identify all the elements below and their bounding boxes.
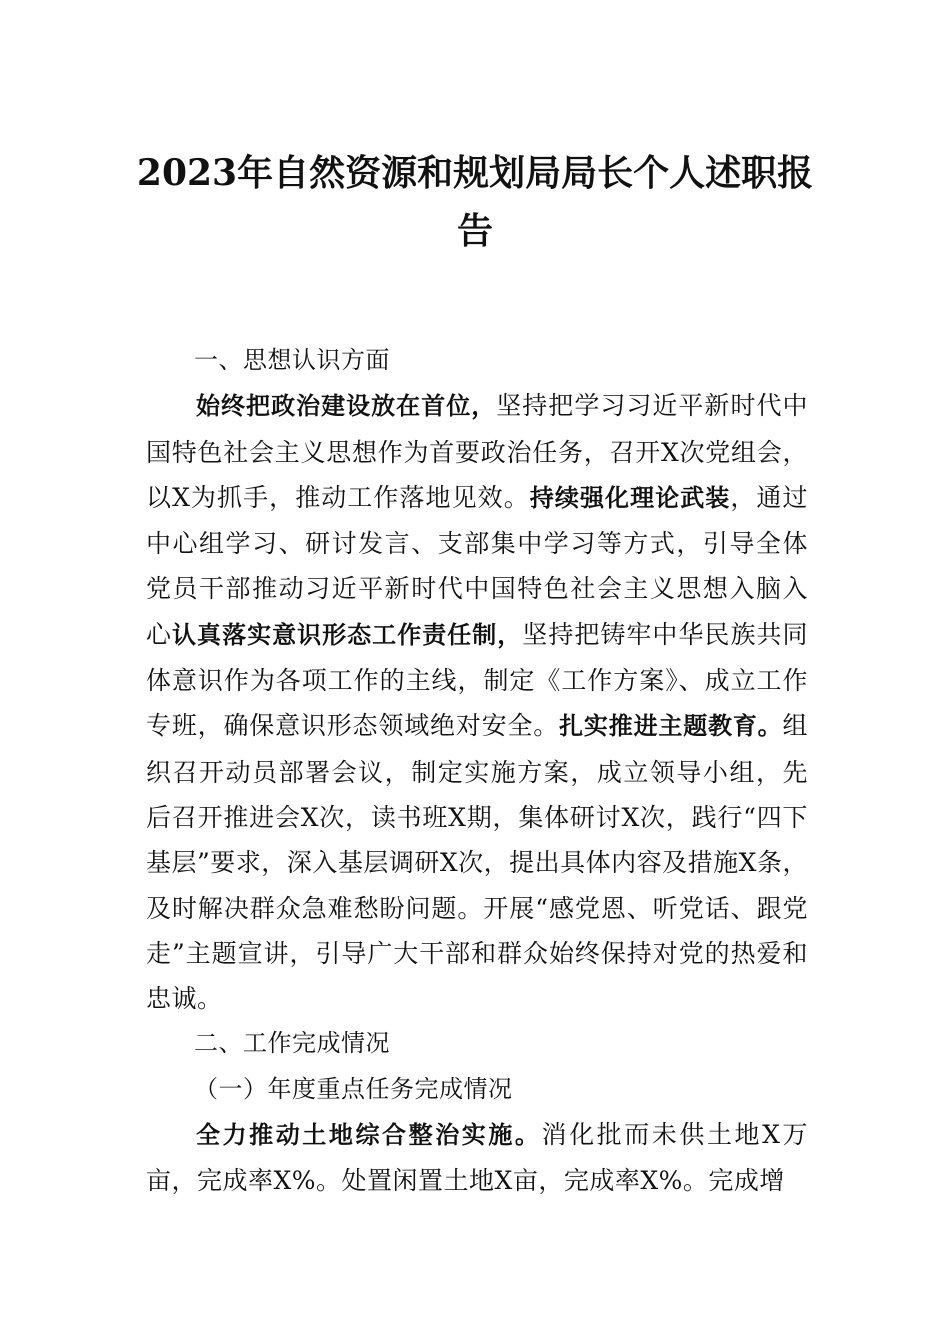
paragraph-text: 组织召开动员部署会议，制定实施方案，成立领导小组，先后召开推进会X次，读书班X期，集体研讨X次，践行“四下基层”要求，深入基层调研X次，提出具体内容及措施X条，及时解决群众急难愁盼问题。开展“感党恩、听党话、跟党走”主题宣讲，引导广大干部和群众始终保持对党的热爱和忠诚。 [146, 711, 808, 1014]
paragraph-text: 消化批而未供土地X万亩，完成率X%。处置闲置土地X亩，完成率X%。完成增 [146, 1120, 808, 1196]
paragraph-text: 坚持把铸牢中华民族共同体意识作为各项工作的主线，制定《工作方案》、成立工作专班，确保意识形态领域绝对安全。 [146, 619, 808, 741]
paragraph-political-building [146, 383, 808, 1021]
paragraph-text: ，通过中心组学习、研讨发言、支部集中学习等方式，引导全体党员干部推动习近平新时代中国特色社会主义思想入脑入心 [146, 482, 808, 649]
section-heading-1: 一、思想认识方面 [194, 346, 390, 374]
bold-phrase: 扎实推进主题教育。 [559, 712, 783, 741]
bold-phrase: 认真落实意识形态工作责任制， [172, 620, 523, 649]
section-heading-2: 二、工作完成情况 [194, 1029, 390, 1058]
paragraph-land-consolidation [146, 1112, 808, 1204]
bold-phrase: 持续强化理论武装 [529, 483, 731, 512]
bold-phrase: 全力推动土地综合整治实施。 [196, 1121, 542, 1150]
sub-heading-1: （一）年度重点任务完成情况 [194, 1074, 513, 1103]
document-title: 2023年自然资源和规划局局长个人述职报告 [136, 152, 814, 252]
document-body [146, 338, 808, 1204]
bold-phrase: 始终把政治建设放在首位， [196, 392, 497, 421]
paragraph-text: 坚持把学习习近平新时代中国特色社会主义思想作为首要政治任务，召开X次党组会，以X为抓手，推动工作落地见效。 [146, 391, 808, 512]
